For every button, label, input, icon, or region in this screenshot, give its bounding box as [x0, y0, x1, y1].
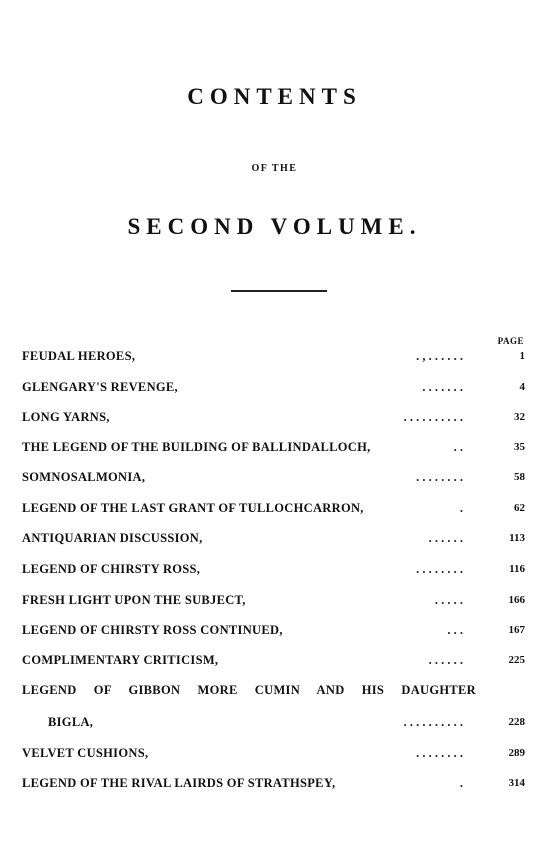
toc-entry: [0, 437, 549, 457]
toc-entry-title: LEGEND OF THE RIVAL LAIRDS OF STRATHSPEY,: [22, 776, 336, 790]
toc-entry: [0, 650, 549, 670]
toc-entry: [0, 743, 549, 763]
toc-entry-title: LEGEND OF CHIRSTY ROSS CONTINUED,: [22, 623, 283, 637]
toc-entry-page: 314: [508, 777, 525, 789]
toc-entry: [0, 528, 549, 548]
toc-entry-page: 113: [509, 532, 525, 544]
toc-entry-leader: . . . . . . .: [422, 380, 463, 394]
toc-entry-title: FEUDAL HEROES,: [22, 349, 136, 363]
page-column-label: PAGE: [497, 336, 524, 346]
toc-entry-leader: .: [459, 776, 463, 790]
section-divider-rule: [231, 290, 327, 292]
toc-entry-page: 225: [508, 654, 525, 666]
toc-entry-leader: . . .: [447, 623, 463, 637]
toc-entry-page: 228: [508, 716, 525, 728]
toc-entry-page: 1: [519, 350, 525, 362]
toc-entry-leader: . . . . . . . . . .: [403, 410, 463, 424]
toc-entry-title: BIGLA,: [48, 715, 94, 729]
toc-entry-page: 32: [514, 411, 525, 423]
toc-entry-title: FRESH LIGHT UPON THE SUBJECT,: [22, 593, 246, 607]
toc-entry: [0, 773, 549, 793]
toc-entry-leader: . . . . . . . .: [416, 746, 463, 760]
toc-entry-title: SOMNOSALMONIA,: [22, 470, 146, 484]
toc-entry-page: 166: [508, 594, 525, 606]
toc-entry: [0, 498, 549, 518]
toc-entry-leader: . . . . . . . .: [416, 562, 463, 576]
toc-entry-leader: . . . . . .: [428, 531, 463, 545]
contents-heading: CONTENTS: [187, 84, 362, 109]
toc-entry-page: 58: [514, 471, 525, 483]
toc-entry-title: THE LEGEND OF THE BUILDING OF BALLINDALLOCH,: [22, 440, 371, 454]
toc-entry: [0, 407, 549, 427]
toc-entry-leader: . .: [453, 440, 463, 454]
toc-entry-page: 4: [519, 381, 525, 393]
toc-entry-title: VELVET CUSHIONS,: [22, 746, 149, 760]
toc-entry-leader: .: [459, 501, 463, 515]
toc-entry: [0, 620, 549, 640]
toc-entry-title: COMPLIMENTARY CRITICISM,: [22, 653, 219, 667]
toc-entry-title: GLENGARY'S REVENGE,: [22, 380, 178, 394]
toc-entry-page: 167: [508, 624, 525, 636]
toc-entry-page: 116: [509, 563, 525, 575]
toc-entry-leader: . . . . .: [434, 593, 463, 607]
toc-entry-title: LEGEND OF CHIRSTY ROSS,: [22, 562, 201, 576]
toc-entry-page: 35: [514, 441, 525, 453]
of-the-line: OF THE: [251, 163, 298, 174]
toc-entry-page: 62: [514, 502, 525, 514]
toc-entry-title: LONG YARNS,: [22, 410, 110, 424]
toc-entry: [0, 680, 549, 700]
toc-entry: [0, 559, 549, 579]
toc-entry-title: ANTIQUARIAN DISCUSSION,: [22, 531, 203, 545]
toc-entry: [0, 590, 549, 610]
toc-entry-leader: . . . . . . . . . .: [403, 715, 463, 729]
toc-entry-leader: . . . . . .: [428, 653, 463, 667]
toc-entry: [0, 712, 549, 732]
toc-entry-leader: . , . . . . . .: [416, 349, 463, 363]
toc-entry: [0, 346, 549, 366]
toc-entry-title: LEGEND OF GIBBON MORE CUMIN AND HIS DAUGHTER: [22, 683, 476, 697]
toc-entry-page: 289: [508, 747, 525, 759]
toc-entry-title: LEGEND OF THE LAST GRANT OF TULLOCHCARRON,: [22, 501, 364, 515]
volume-heading: SECOND VOLUME.: [127, 214, 422, 239]
toc-entry-leader: . . . . . . . .: [416, 470, 463, 484]
toc-entry: [0, 467, 549, 487]
toc-entry: [0, 377, 549, 397]
